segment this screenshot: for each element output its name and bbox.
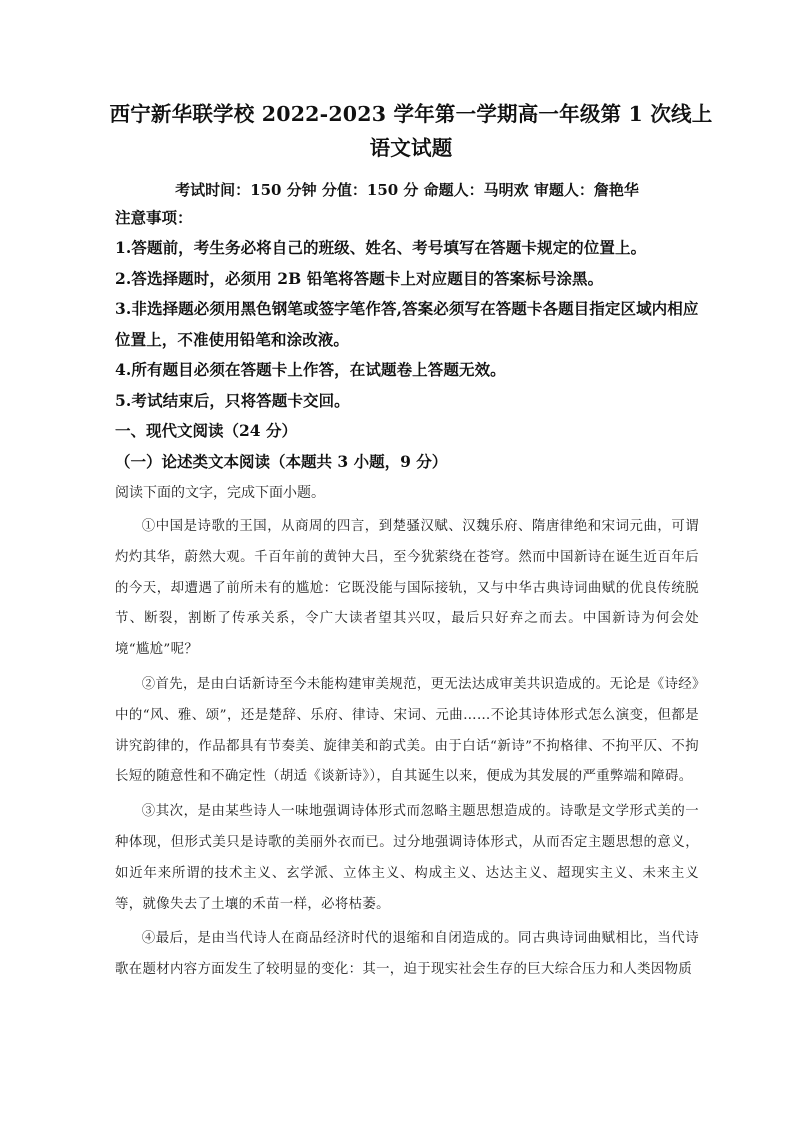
section-heading: 一、现代文阅读（24 分） <box>115 421 297 440</box>
passage-paragraph-3: ③其次，是由某些诗人一味地强调诗体形式而忽略主题思想造成的。诗歌是文学形式美的一种体现，但形式美只是诗歌的美丽外衣而已。过分地强调诗体形式，从而否定主题思想的意义，如近年来所谓的技术主义、玄学派、立体主义、构成主义、达达主义、超现实主义、未来主义等，就像失去了土壤的禾苗一样，必将枯萎。 <box>115 804 699 912</box>
passage-paragraph-4: ④最后，是由当代诗人在商品经济时代的退缩和自闭造成的。同古典诗词曲赋相比，当代诗歌在题材内容方面发生了较明显的变化：其一，迫于现实社会生存的巨大综合压力和人类因物质 <box>115 931 699 978</box>
notice-item-2: 2.答选择题时，必须用 2B 铅笔将答题卡上对应题目的答案标号涂黑。 <box>115 268 604 288</box>
notice-item-4: 4.所有题目必须在答题卡上作答，在试题卷上答题无效。 <box>115 360 506 379</box>
notice-heading: 注意事项： <box>115 208 193 227</box>
passage-paragraph-2: ②首先，是由白话新诗至今未能构建审美规范，更无法达成审美共识造成的。无论是《诗经》中的“风、雅、颂”，还是楚辞、乐府、律诗、宋词、元曲……不论其诗体形式怎么演变，但都是讲究韵律的，作品都具有节奏美、旋律美和韵式美。由于白话“新诗”不拘格律、不拘平仄、不拘长短的随意性和不确定性（胡适《谈新诗》），自其诞生以来，便成为其发展的严重弊端和障碍。 <box>115 676 699 785</box>
sub-heading: （一）论述类文本阅读（本题共 3 小题，9 分） <box>115 452 448 471</box>
exam-title-line2: 语文试题 <box>369 136 453 160</box>
notice-item-3: 3.非选择题必须用黑色钢笔或签字笔作答,答案必须写在答题卡各题目指定区域内相应位置上，不准使用铅笔和涂改液。 <box>115 299 699 349</box>
passage-paragraph-1: ①中国是诗歌的王国，从商周的四言，到楚骚汉赋、汉魏乐府、隋唐律绝和宋词元曲，可谓灼灼其华，蔚然大观。千百年前的黄钟大吕，至今犹萦绕在苍穹。然而中国新诗在诞生近百年后的今天，却遭遇了前所未有的尴尬：它既没能与国际接轨，又与中华古典诗词曲赋的优良传统脱节、断裂，割断了传承关系，令广大读者望其兴叹，最后只好弃之而去。中国新诗为何会处境“尴尬”呢？ <box>115 519 699 658</box>
reading-instruction: 阅读下面的文字，完成下面小题。 <box>115 485 325 501</box>
exam-title-line1: 西宁新华联学校 2022-2023 学年第一学期高一年级第 1 次线上 <box>109 102 713 126</box>
exam-meta: 考试时间：150 分钟 分值：150 分 命题人：马明欢 审题人：詹艳华 <box>175 181 639 199</box>
notice-item-5: 5.考试结束后，只将答题卡交回。 <box>115 390 350 410</box>
notice-item-1: 1.答题前，考生务必将自己的班级、姓名、考号填写在答题卡规定的位置上。 <box>115 238 647 257</box>
